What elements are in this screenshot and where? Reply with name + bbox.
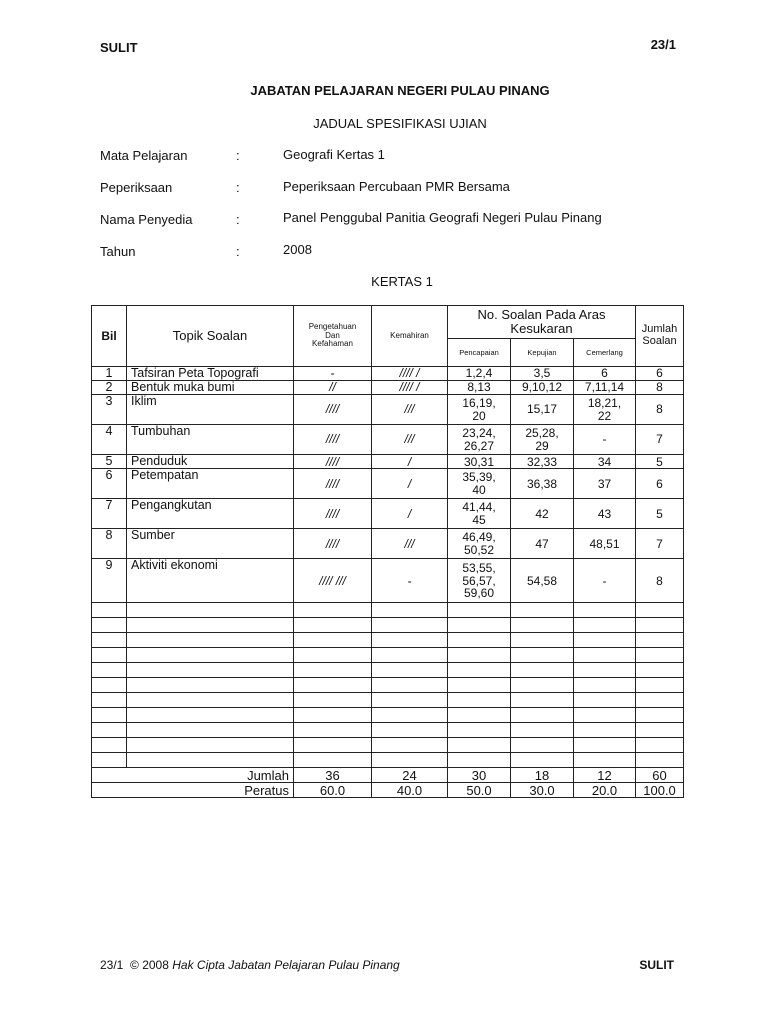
cell-bil: 5 <box>92 455 127 469</box>
table-row <box>92 499 684 529</box>
cell-pencapaian: 53,55, 56,57, 59,60 <box>448 559 511 603</box>
header-classification: SULIT <box>100 40 138 55</box>
table-row-blank <box>92 678 684 693</box>
cell-pencapaian: 46,49, 50,52 <box>448 529 511 559</box>
cell-summary-label: Peratus <box>127 783 294 798</box>
cell-empty <box>574 618 636 633</box>
header-kepujian: Kepujian <box>511 339 574 367</box>
cell-empty <box>92 678 127 693</box>
cell-pengetahuan: //// <box>294 529 372 559</box>
cell-empty <box>511 708 574 723</box>
cell-empty <box>636 603 684 618</box>
cell-empty <box>636 708 684 723</box>
specification-table <box>91 305 684 798</box>
cell-empty <box>448 723 511 738</box>
cell-empty <box>511 603 574 618</box>
cell-empty <box>294 723 372 738</box>
cell-empty <box>574 753 636 768</box>
cell-empty <box>294 633 372 648</box>
cell-empty <box>294 693 372 708</box>
cell-empty <box>92 723 127 738</box>
cell-empty <box>511 618 574 633</box>
cell-topik: Penduduk <box>127 455 294 469</box>
cell-empty <box>448 693 511 708</box>
cell-empty <box>127 678 294 693</box>
cell-kemahiran: / <box>372 469 448 499</box>
cell-pengetahuan: //// <box>294 425 372 455</box>
info-value-subject: Geografi Kertas 1 <box>283 147 385 162</box>
cell-empty <box>372 723 448 738</box>
cell-kemahiran: /// <box>372 425 448 455</box>
cell-kepujian: 3,5 <box>511 367 574 381</box>
cell-empty <box>511 693 574 708</box>
info-value-year: 2008 <box>283 242 312 257</box>
cell-summary-label: Jumlah <box>127 768 294 783</box>
cell-empty <box>574 648 636 663</box>
table-row-blank <box>92 663 684 678</box>
table-row-blank <box>92 603 684 618</box>
cell-jumlah: 8 <box>636 381 684 395</box>
header-aras-line1: No. Soalan Pada Aras <box>477 307 606 323</box>
header-bil: Bil <box>92 306 127 367</box>
cell-empty <box>372 648 448 663</box>
cell-topik: Petempatan <box>127 469 294 499</box>
cell-empty <box>92 693 127 708</box>
cell-kemahiran: /// <box>372 395 448 425</box>
cell-empty <box>294 738 372 753</box>
info-value-preparer: Panel Penggubal Panitia Geografi Negeri Pulau Pinang <box>283 210 602 225</box>
cell-empty <box>372 633 448 648</box>
footer-rights: Hak Cipta Jabatan Pelajaran Pulau Pinang <box>172 958 400 972</box>
cell-pencapaian: 16,19, 20 <box>448 395 511 425</box>
cell-cemerlang: - <box>574 559 636 603</box>
cell-empty <box>92 663 127 678</box>
header-cemerlang: Cemerlang <box>574 339 636 367</box>
cell-empty <box>574 738 636 753</box>
cell-empty <box>294 678 372 693</box>
cell-jumlah: 6 <box>636 469 684 499</box>
cell-empty <box>448 663 511 678</box>
cell-empty <box>511 648 574 663</box>
header-aras-line2: Kesukaran <box>510 321 573 336</box>
cell-empty <box>636 753 684 768</box>
cell-empty <box>127 723 294 738</box>
table-row-blank <box>92 708 684 723</box>
cell-empty <box>448 648 511 663</box>
cell-cemerlang: 6 <box>574 367 636 381</box>
cell-topik: Bentuk muka bumi <box>127 381 294 395</box>
info-colon: : <box>236 180 240 195</box>
cell-kepujian: 9,10,12 <box>511 381 574 395</box>
cell-empty <box>448 708 511 723</box>
cell-cemerlang: 48,51 <box>574 529 636 559</box>
cell-topik: Aktiviti ekonomi <box>127 559 294 603</box>
table-row <box>92 395 684 425</box>
cell-summary-jumlah: 60 <box>636 768 684 783</box>
cell-summary-cemerlang: 12 <box>574 768 636 783</box>
header-kemahiran: Kemahiran <box>372 306 448 367</box>
cell-summary-kemahiran: 40.0 <box>372 783 448 798</box>
cell-empty <box>448 738 511 753</box>
cell-summary-kemahiran: 24 <box>372 768 448 783</box>
cell-empty <box>372 678 448 693</box>
cell-empty <box>511 753 574 768</box>
footer-classification: SULIT <box>639 958 674 972</box>
cell-kepujian: 15,17 <box>511 395 574 425</box>
cell-empty <box>127 618 294 633</box>
cell-empty <box>574 678 636 693</box>
cell-empty <box>372 708 448 723</box>
cell-pengetahuan: //// /// <box>294 559 372 603</box>
specification-table-body <box>92 367 684 798</box>
cell-topik: Iklim <box>127 395 294 425</box>
table-row-blank <box>92 633 684 648</box>
cell-empty <box>448 633 511 648</box>
cell-empty <box>372 663 448 678</box>
cell-topik: Tumbuhan <box>127 425 294 455</box>
table-row-blank <box>92 723 684 738</box>
cell-empty <box>574 693 636 708</box>
cell-cemerlang: 18,21, 22 <box>574 395 636 425</box>
cell-bil: 1 <box>92 367 127 381</box>
header-aras-kesukaran <box>448 306 636 339</box>
cell-empty <box>127 603 294 618</box>
cell-kemahiran: / <box>372 499 448 529</box>
cell-empty <box>636 618 684 633</box>
cell-cemerlang: 34 <box>574 455 636 469</box>
document-title: JABATAN PELAJARAN NEGERI PULAU PINANG <box>250 83 550 98</box>
cell-empty <box>127 693 294 708</box>
cell-empty <box>448 603 511 618</box>
header-pencapaian: Pencapaian <box>448 339 511 367</box>
cell-pengetahuan: //// <box>294 469 372 499</box>
footer-copyright-year: © 2008 <box>130 958 169 972</box>
table-row <box>92 425 684 455</box>
table-row-jumlah <box>92 768 684 783</box>
cell-empty <box>372 618 448 633</box>
cell-summary-kepujian: 18 <box>511 768 574 783</box>
cell-empty <box>92 618 127 633</box>
table-row <box>92 469 684 499</box>
cell-empty <box>574 633 636 648</box>
cell-summary-pengetahuan: 36 <box>294 768 372 783</box>
cell-summary-cemerlang: 20.0 <box>574 783 636 798</box>
cell-pengetahuan: //// <box>294 455 372 469</box>
cell-empty <box>372 738 448 753</box>
info-label-year: Tahun <box>100 244 136 259</box>
table-row <box>92 455 684 469</box>
cell-empty <box>636 723 684 738</box>
cell-bil: 7 <box>92 499 127 529</box>
cell-empty <box>294 648 372 663</box>
cell-empty <box>636 663 684 678</box>
cell-pengetahuan: - <box>294 367 372 381</box>
info-colon: : <box>236 148 240 163</box>
cell-empty <box>294 618 372 633</box>
cell-empty <box>448 753 511 768</box>
cell-bil: 4 <box>92 425 127 455</box>
footer-copyright <box>100 958 400 972</box>
cell-cemerlang: 43 <box>574 499 636 529</box>
cell-empty <box>511 678 574 693</box>
cell-bil: 8 <box>92 529 127 559</box>
info-label-subject: Mata Pelajaran <box>100 148 188 163</box>
table-row <box>92 529 684 559</box>
paper-heading: KERTAS 1 <box>371 274 433 289</box>
info-colon: : <box>236 244 240 259</box>
cell-topik: Pengangkutan <box>127 499 294 529</box>
info-colon: : <box>236 212 240 227</box>
cell-empty <box>294 663 372 678</box>
cell-pencapaian: 35,39, 40 <box>448 469 511 499</box>
cell-empty <box>372 693 448 708</box>
cell-empty <box>372 603 448 618</box>
header-pengetahuan <box>294 306 372 367</box>
table-row-blank <box>92 753 684 768</box>
header-jumlah-line1: Jumlah <box>641 323 678 336</box>
cell-empty <box>574 663 636 678</box>
cell-topik: Sumber <box>127 529 294 559</box>
header-jumlah-line2: Soalan <box>642 335 677 347</box>
cell-empty <box>92 603 127 618</box>
cell-empty <box>92 738 127 753</box>
header-topik: Topik Soalan <box>127 306 294 367</box>
cell-empty <box>127 753 294 768</box>
cell-empty <box>636 693 684 708</box>
cell-empty <box>511 738 574 753</box>
header-pengetahuan-line1: Pengetahuan <box>308 322 357 332</box>
cell-empty <box>294 603 372 618</box>
cell-kemahiran: /// <box>372 529 448 559</box>
cell-jumlah: 6 <box>636 367 684 381</box>
cell-kepujian: 25,28, 29 <box>511 425 574 455</box>
cell-empty <box>448 618 511 633</box>
cell-empty <box>127 633 294 648</box>
cell-summary-kepujian: 30.0 <box>511 783 574 798</box>
cell-empty <box>574 708 636 723</box>
cell-pencapaian: 1,2,4 <box>448 367 511 381</box>
cell-pengetahuan: // <box>294 381 372 395</box>
table-row-peratus <box>92 783 684 798</box>
cell-empty <box>636 738 684 753</box>
cell-empty <box>92 768 127 783</box>
cell-summary-pencapaian: 30 <box>448 768 511 783</box>
document-subtitle: JADUAL SPESIFIKASI UJIAN <box>313 116 487 131</box>
cell-pencapaian: 41,44, 45 <box>448 499 511 529</box>
table-row <box>92 381 684 395</box>
cell-topik: Tafsiran Peta Topografi <box>127 367 294 381</box>
header-pengetahuan-line2: Dan <box>325 330 340 340</box>
info-label-preparer: Nama Penyedia <box>100 212 193 227</box>
cell-jumlah: 7 <box>636 529 684 559</box>
header-jumlah-soalan <box>636 306 684 367</box>
cell-empty <box>92 633 127 648</box>
cell-empty <box>127 648 294 663</box>
cell-summary-jumlah: 100.0 <box>636 783 684 798</box>
cell-jumlah: 7 <box>636 425 684 455</box>
cell-empty <box>511 633 574 648</box>
cell-kepujian: 36,38 <box>511 469 574 499</box>
cell-empty <box>127 708 294 723</box>
cell-empty <box>574 603 636 618</box>
table-row-blank <box>92 693 684 708</box>
cell-cemerlang: 7,11,14 <box>574 381 636 395</box>
footer-code: 23/1 <box>100 958 124 972</box>
cell-kepujian: 54,58 <box>511 559 574 603</box>
cell-kemahiran: //// / <box>372 367 448 381</box>
cell-summary-pencapaian: 50.0 <box>448 783 511 798</box>
info-value-exam: Peperiksaan Percubaan PMR Bersama <box>283 179 510 194</box>
cell-jumlah: 8 <box>636 395 684 425</box>
cell-jumlah: 5 <box>636 455 684 469</box>
cell-pengetahuan: //// <box>294 499 372 529</box>
table-row-blank <box>92 618 684 633</box>
cell-empty <box>636 633 684 648</box>
cell-pencapaian: 23,24, 26,27 <box>448 425 511 455</box>
cell-empty <box>511 663 574 678</box>
cell-empty <box>92 753 127 768</box>
table-row <box>92 367 684 381</box>
cell-jumlah: 5 <box>636 499 684 529</box>
cell-jumlah: 8 <box>636 559 684 603</box>
cell-pencapaian: 8,13 <box>448 381 511 395</box>
cell-bil: 9 <box>92 559 127 603</box>
header-pengetahuan-line3: Kefahaman <box>312 339 353 349</box>
info-label-exam: Peperiksaan <box>100 180 173 195</box>
cell-empty <box>127 738 294 753</box>
cell-kepujian: 42 <box>511 499 574 529</box>
cell-kemahiran: - <box>372 559 448 603</box>
cell-empty <box>92 783 127 798</box>
cell-summary-pengetahuan: 60.0 <box>294 783 372 798</box>
table-row-blank <box>92 648 684 663</box>
cell-empty <box>511 723 574 738</box>
cell-empty <box>92 708 127 723</box>
cell-pengetahuan: //// <box>294 395 372 425</box>
cell-empty <box>448 678 511 693</box>
cell-kepujian: 32,33 <box>511 455 574 469</box>
cell-empty <box>636 648 684 663</box>
table-row <box>92 559 684 603</box>
cell-empty <box>372 753 448 768</box>
cell-empty <box>92 648 127 663</box>
cell-cemerlang: 37 <box>574 469 636 499</box>
cell-empty <box>574 723 636 738</box>
cell-bil: 6 <box>92 469 127 499</box>
cell-empty <box>127 663 294 678</box>
cell-bil: 3 <box>92 395 127 425</box>
cell-kemahiran: / <box>372 455 448 469</box>
cell-kemahiran: //// / <box>372 381 448 395</box>
cell-cemerlang: - <box>574 425 636 455</box>
cell-empty <box>294 708 372 723</box>
cell-empty <box>636 678 684 693</box>
cell-bil: 2 <box>92 381 127 395</box>
table-row-blank <box>92 738 684 753</box>
cell-pencapaian: 30,31 <box>448 455 511 469</box>
cell-empty <box>294 753 372 768</box>
cell-kepujian: 47 <box>511 529 574 559</box>
header-paper-code: 23/1 <box>650 37 676 52</box>
